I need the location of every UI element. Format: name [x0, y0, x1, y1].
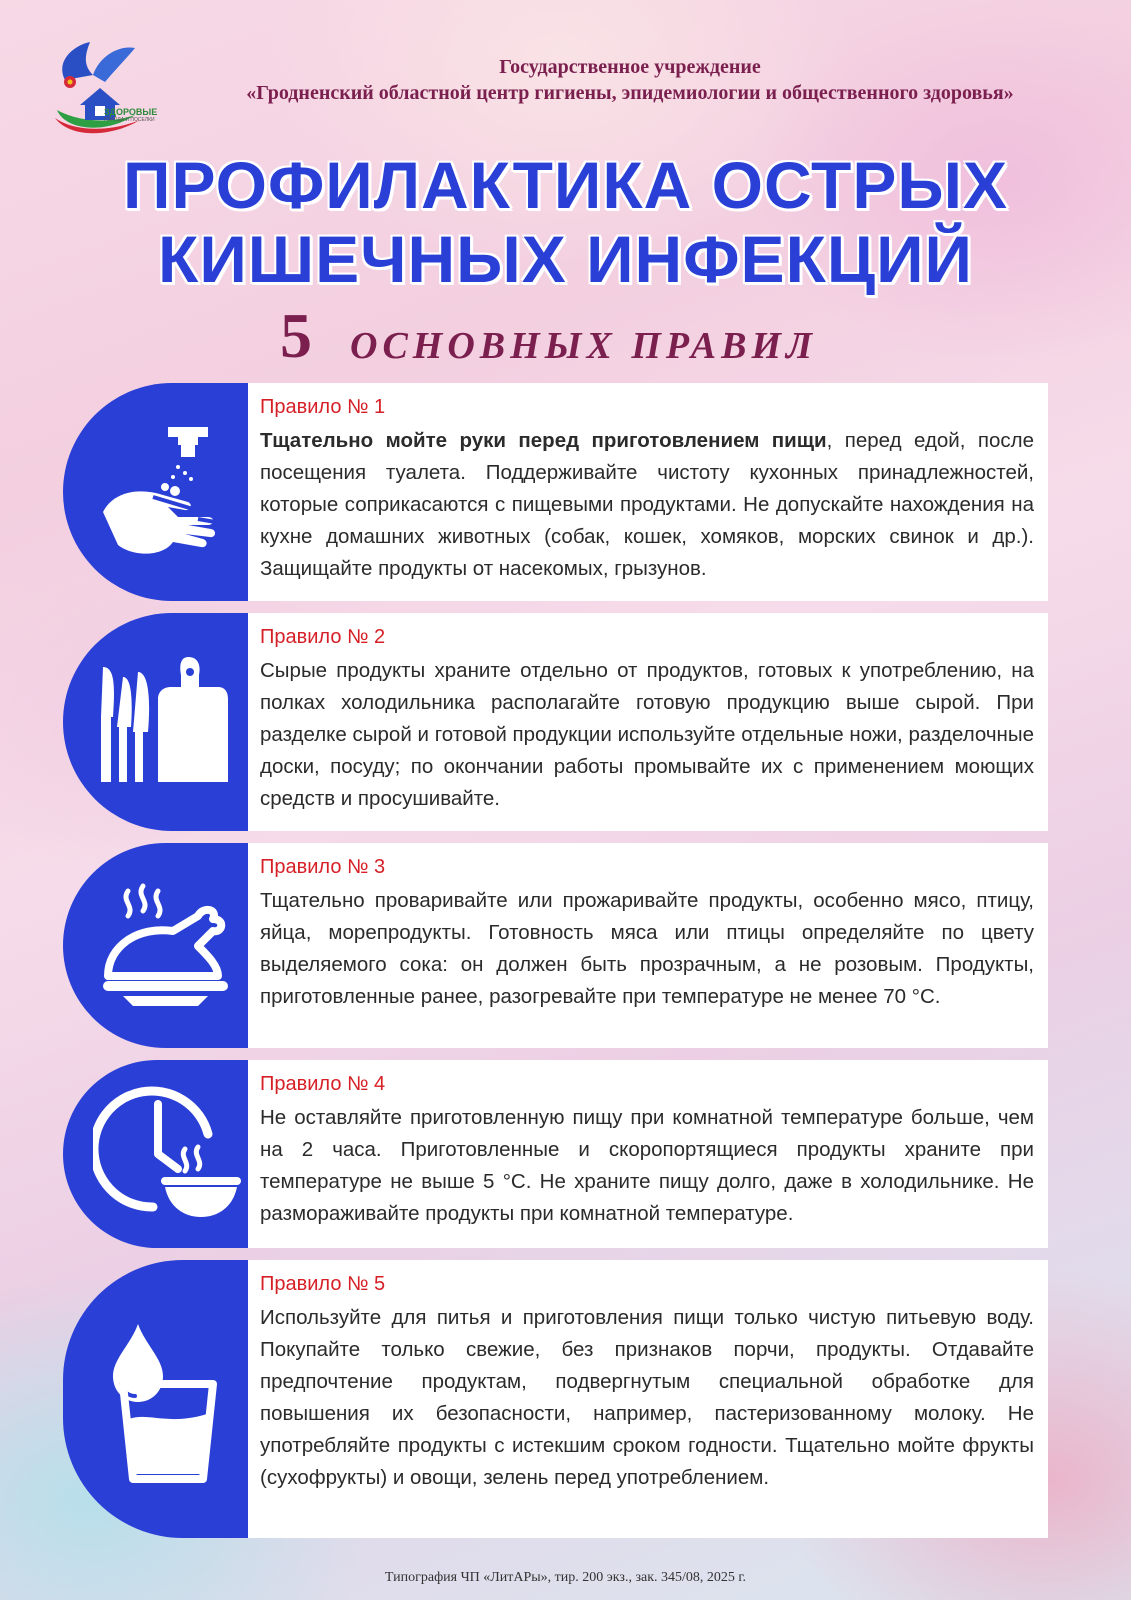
page-title	[40, 148, 1091, 296]
roast-chicken-icon	[93, 871, 243, 1021]
rule-2-title: Правило № 2	[260, 626, 386, 648]
rule-2	[63, 613, 1048, 831]
rule-5	[63, 1260, 1048, 1538]
rule-4	[63, 1060, 1048, 1248]
rule-5-title: Правило № 5	[260, 1273, 386, 1295]
rule-4-text: Не оставляйте приготовленную пищу при комнатной температуре больше, чем на 2 часа. Приготовленные и скоропортящиеся продукты храните при температуре не выше 5 °С. Не храните пищу долго, даже в холодильнике. Не размораживайте продукты при комнатной температуре.	[260, 1106, 1034, 1225]
water-glass-icon	[93, 1314, 243, 1484]
rule-1	[63, 383, 1048, 601]
rule-2-card	[248, 613, 1048, 831]
rule-1-title: Правило № 1	[260, 396, 386, 418]
clock-bowl-icon	[93, 1079, 243, 1229]
logo-caption: ЗДОРОВЫЕ ГОРОДА И ПОСЕЛКИ	[104, 107, 158, 123]
title-line-1: ПРОФИЛАКТИКА ОСТРЫХ	[123, 148, 1008, 222]
rule-1-text	[260, 425, 1034, 585]
rule-4-title: Правило № 4	[260, 1073, 386, 1095]
rule-5-text: Используйте для питья и приготовления пищи только чистую питьевую воду. Покупайте только свежие, без признаков порчи, продукты. Отдавайте предпочтение продуктам, подвергнутым специальной обработке для повышения их безопасности, например, пастеризованному молоку. Не употребляйте продукты с истекшим сроком годности. Тщательно мойте фрукты (сухофрукты) и овощи, зелень перед употреблением.	[260, 1306, 1034, 1489]
rule-1-text-emphasis: Тщательно мойте руки перед приготовлением пищи	[260, 429, 827, 452]
hand-washing-icon	[93, 417, 243, 567]
subtitle-number: 5	[280, 300, 312, 371]
rule-1-card	[248, 383, 1048, 601]
print-info: Типография ЧП «ЛитАРы», тир. 200 экз., зак. 345/08, 2025 г.	[384, 1570, 747, 1585]
knives-board-icon	[93, 647, 243, 797]
rule-3-card	[248, 843, 1048, 1048]
rule-3	[63, 843, 1048, 1048]
rule-3-text: Тщательно проваривайте или прожаривайте продукты, особенно мясо, птицу, яйца, морепродукты. Готовность мяса или птицы определяйте по цвету выделяемого сока: он должен быть прозрачным, а не розовым. Продукты, приготовленные ранее, разогревайте при температуре не менее 70 °С.	[260, 889, 1034, 1008]
rule-1-text-body: , перед едой, после посещения туалета. Поддерживайте чистоту кухонных принадлежностей, которые соприкасаются с пищевыми продуктами. Не допускайте нахождения на кухне домашних животных (собак, кошек, хомяков, морских свинок и др.). Защищайте продукты от насекомых, грызунов.	[260, 429, 1034, 580]
org-line-1: Государственное учреждение	[499, 56, 761, 78]
rule-2-text: Сырые продукты храните отдельно от продуктов, готовых к употреблению, на полках холодильника располагайте готовую продукцию выше сырой. При разделке сырой и готовой продукции используйте отдельные ножи, разделочные доски, посуду; по окончании работы промывайте их с применением моющих средств и просушивайте.	[260, 659, 1034, 810]
title-line-2: КИШЕЧНЫХ ИНФЕКЦИЙ	[158, 222, 973, 296]
logo	[45, 40, 175, 140]
subtitle-text: ОСНОВНЫХ ПРАВИЛ	[350, 325, 818, 367]
rule-5-card	[248, 1260, 1048, 1538]
rule-3-title: Правило № 3	[260, 856, 386, 878]
subtitle	[280, 300, 880, 371]
organization-header	[170, 54, 1090, 106]
rule-4-card	[248, 1060, 1048, 1248]
org-line-2: «Гродненский областной центр гигиены, эпидемиологии и общественного здоровья»	[246, 82, 1014, 104]
